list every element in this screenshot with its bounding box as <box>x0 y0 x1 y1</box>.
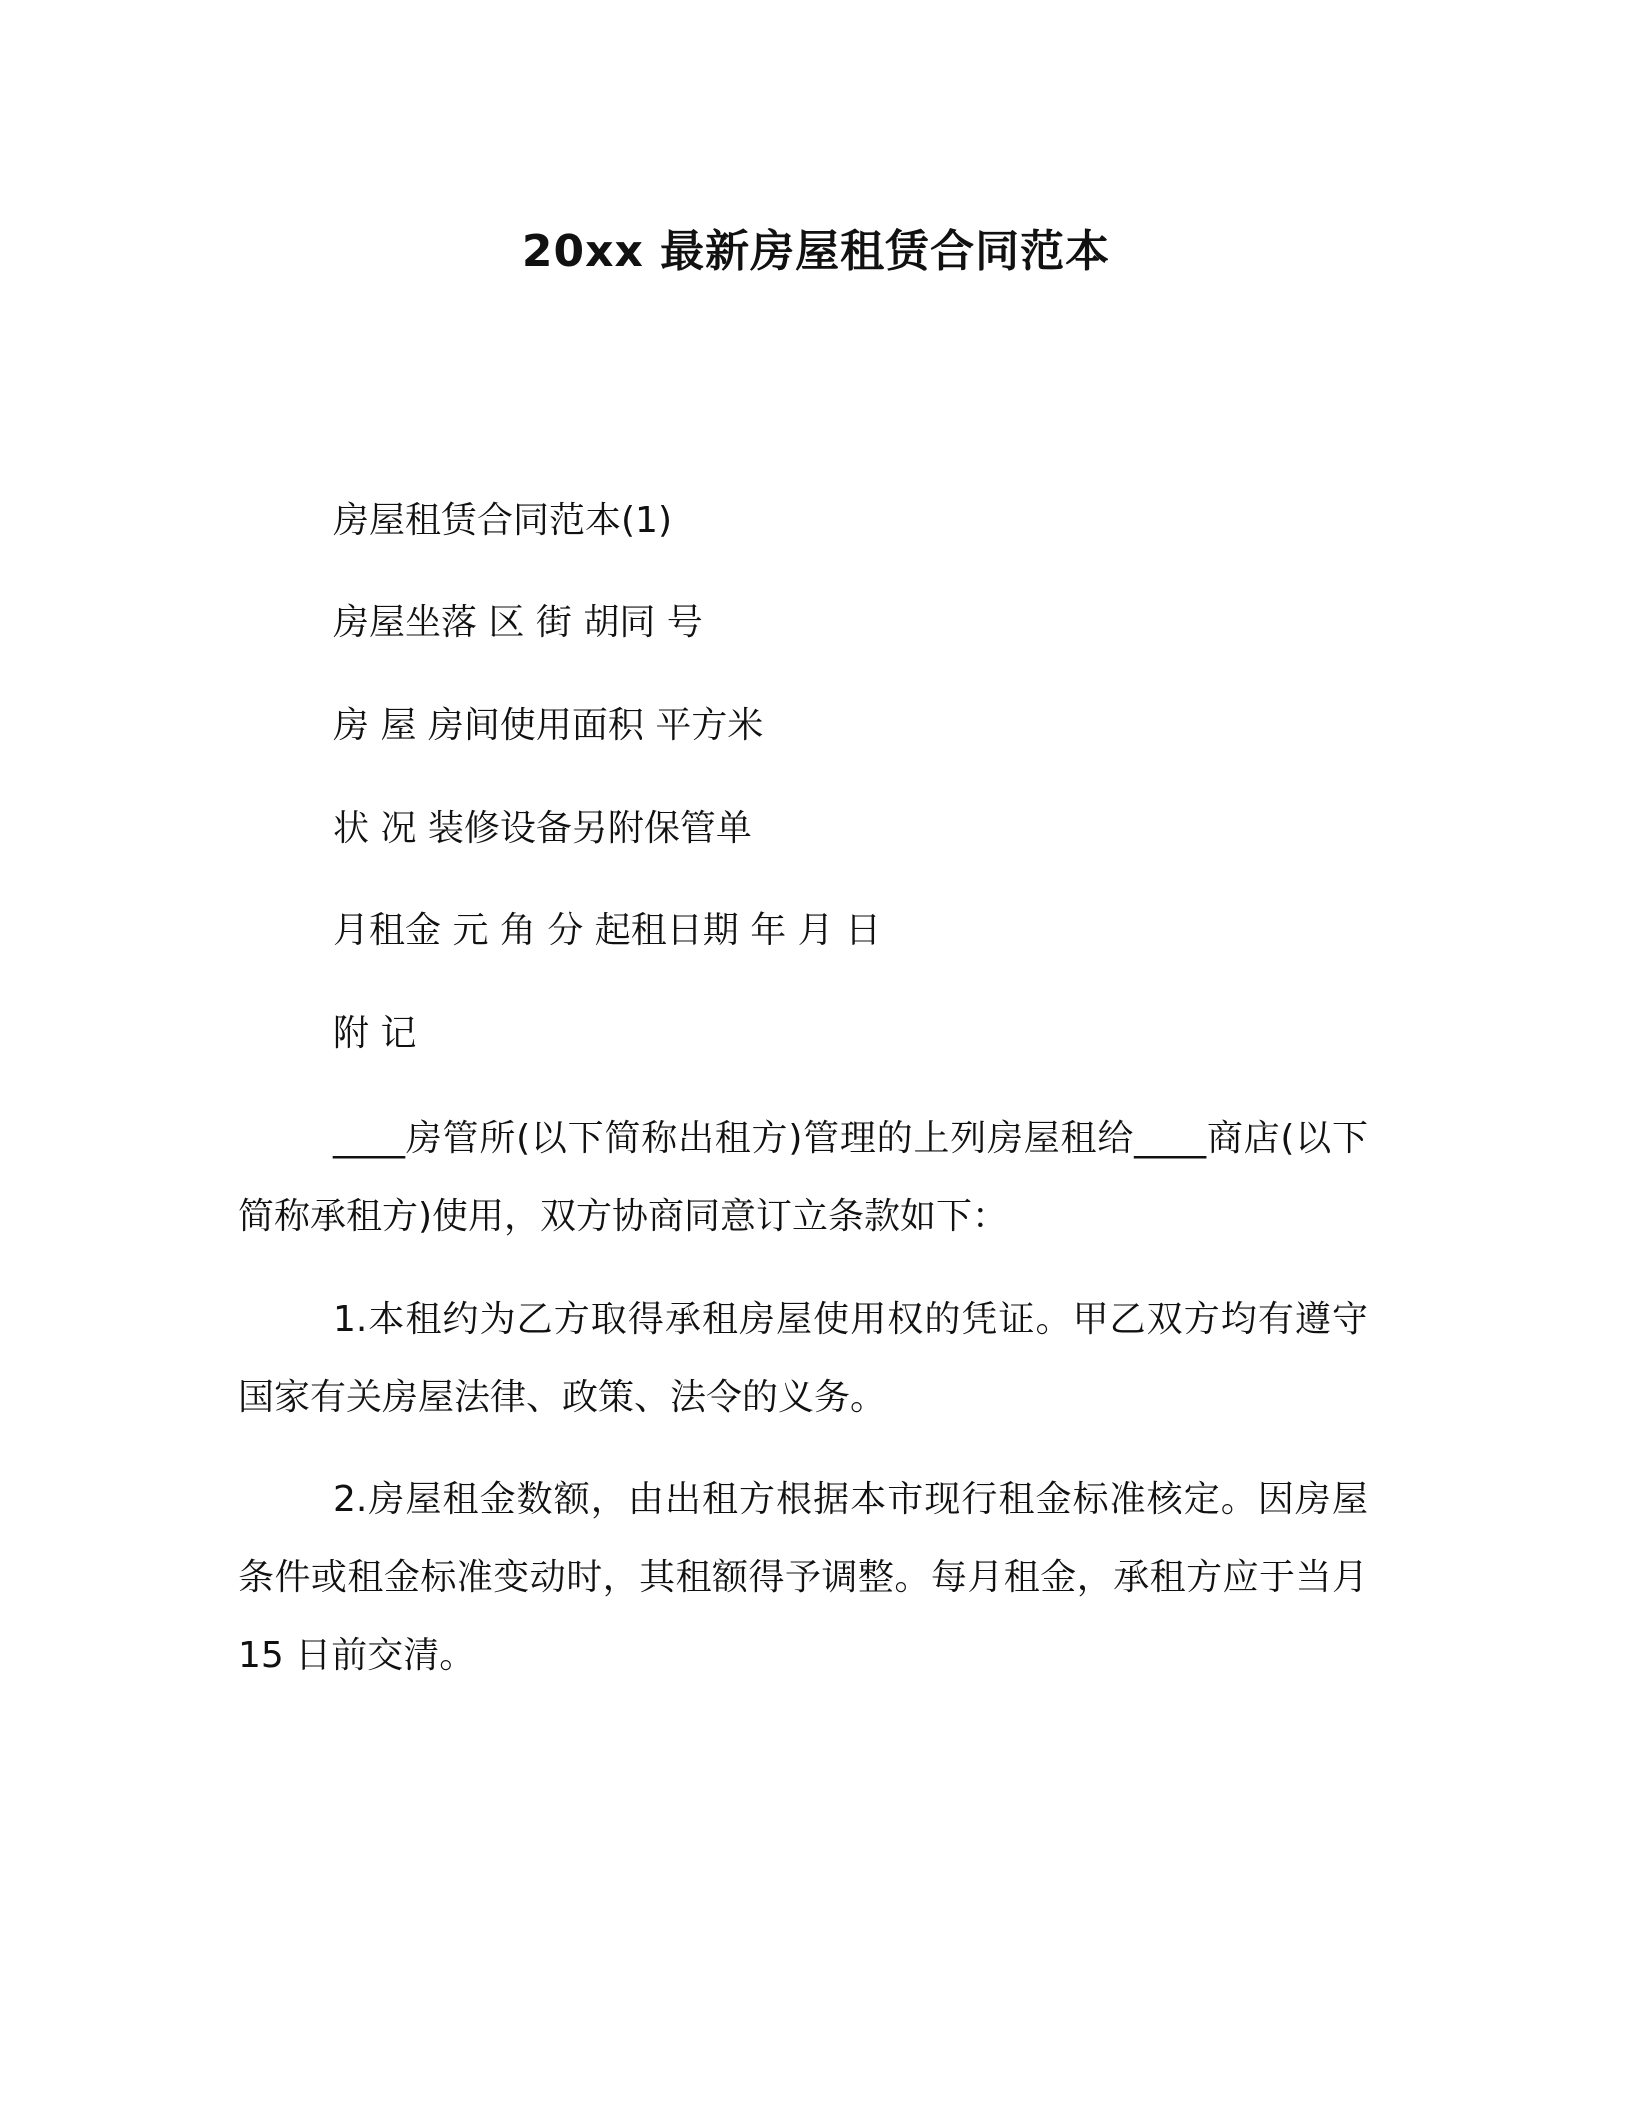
document-title: 20xx 最新房屋租赁合同范本 <box>521 226 1111 277</box>
field-condition: 状 况 装修设备另附保管单 <box>333 808 752 849</box>
field-monthly-rent: 月租金 元 角 分 起租日期 年 月 日 <box>333 910 882 951</box>
paragraph-clause-2: 2.房屋租金数额，由出租方根据本市现行租金标准核定。因房屋条件或租金标准变动时，其租额得予调整。每月租金，承租方应于当月 15 日前交清。 <box>238 1479 1368 1676</box>
paragraph-clause-1: 1.本租约为乙方取得承租房屋使用权的凭证。甲乙双方均有遵守国家有关房屋法律、政策、法令的义务。 <box>238 1299 1368 1418</box>
contract-heading: 房屋租赁合同范本(1) <box>333 500 672 541</box>
field-house-location: 房屋坐落 区 街 胡同 号 <box>333 602 703 643</box>
paragraph-intro: ____房管所(以下简称出租方)管理的上列房屋租给____商店(以下简称承租方)使用，双方协商同意订立条款如下： <box>238 1118 1368 1237</box>
field-notes: 附 记 <box>333 1013 417 1054</box>
field-room-area: 房 屋 房间使用面积 平方米 <box>333 705 764 746</box>
